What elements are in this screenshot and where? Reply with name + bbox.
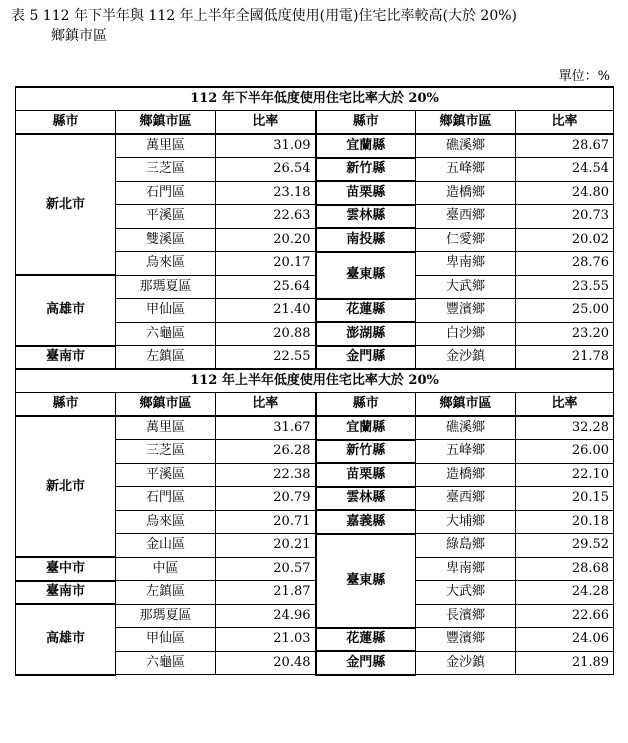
district-name: 臺西鄉 [416,205,516,229]
rate-value: 23.55 [516,275,614,299]
rate-value: 24.80 [516,181,614,205]
table-caption: 表 5 112 年下半年與 112 年上半年全國低度使用(用電)住宅比率較高(大於 20%) [11,8,518,24]
county-name: 花蓮縣 [316,628,416,652]
district-name: 大埔鄉 [416,510,516,534]
rate-value: 31.09 [216,134,316,158]
district-name: 平溪區 [116,463,216,487]
county-name: 臺東縣 [316,534,416,628]
district-name: 金沙鎮 [416,346,516,370]
rate-value: 22.38 [216,463,316,487]
district-name: 左鎮區 [116,346,216,370]
rate-value: 21.78 [516,346,614,370]
county-name: 新北市 [16,134,116,275]
county-name: 宜蘭縣 [316,134,416,158]
district-name: 烏來區 [116,252,216,276]
column-header: 縣市 [316,393,416,417]
section-title: 112 年下半年低度使用住宅比率大於 20% [16,87,614,111]
rate-value: 20.21 [216,534,316,558]
district-name: 仁愛鄉 [416,228,516,252]
district-name: 萬里區 [116,134,216,158]
rate-value: 20.17 [216,252,316,276]
rate-value: 20.71 [216,510,316,534]
column-header: 鄉鎮市區 [416,111,516,135]
rate-value: 20.02 [516,228,614,252]
rate-value: 26.54 [216,158,316,182]
county-name: 澎湖縣 [316,322,416,346]
rate-value: 20.73 [516,205,614,229]
district-name: 長濱鄉 [416,604,516,628]
table-row [16,416,614,440]
low-usage-housing-table [15,86,614,676]
column-header: 鄉鎮市區 [116,111,216,135]
table-row [16,581,614,605]
county-name: 嘉義縣 [316,510,416,534]
rate-value: 20.20 [216,228,316,252]
district-name: 造橋鄉 [416,181,516,205]
column-header: 比率 [216,111,316,135]
district-name: 礁溪鄉 [416,416,516,440]
district-name: 白沙鄉 [416,322,516,346]
column-header: 比率 [516,393,614,417]
district-name: 大武鄉 [416,275,516,299]
county-name: 花蓮縣 [316,299,416,323]
rate-value: 21.03 [216,628,316,652]
rate-value: 20.88 [216,322,316,346]
district-name: 卑南鄉 [416,557,516,581]
county-name: 宜蘭縣 [316,416,416,440]
rate-value: 26.00 [516,440,614,464]
county-name: 新北市 [16,416,116,557]
rate-value: 24.96 [216,604,316,628]
table-caption-line2: 鄉鎮市區 [51,28,107,44]
district-name: 六龜區 [116,651,216,675]
county-name: 臺南市 [16,581,116,605]
district-name: 那瑪夏區 [116,604,216,628]
column-header: 鄉鎮市區 [416,393,516,417]
rate-value: 31.67 [216,416,316,440]
district-name: 甲仙區 [116,628,216,652]
unit-label: 單位：% [558,69,610,84]
county-name: 苗栗縣 [316,181,416,205]
rate-value: 21.87 [216,581,316,605]
county-name: 新竹縣 [316,158,416,182]
district-name: 那瑪夏區 [116,275,216,299]
district-name: 豐濱鄉 [416,299,516,323]
district-name: 萬里區 [116,416,216,440]
table-row [16,557,614,581]
rate-value: 22.63 [216,205,316,229]
column-header: 比率 [216,393,316,417]
table-row [16,275,614,299]
rate-value: 20.48 [216,651,316,675]
district-name: 三芝區 [116,158,216,182]
rate-value: 21.89 [516,651,614,675]
rate-value: 26.28 [216,440,316,464]
district-name: 卑南鄉 [416,252,516,276]
district-name: 三芝區 [116,440,216,464]
table-row [16,134,614,158]
rate-value: 28.76 [516,252,614,276]
rate-value: 24.28 [516,581,614,605]
table-row [16,604,614,628]
rate-value: 20.15 [516,487,614,511]
district-name: 臺西鄉 [416,487,516,511]
district-name: 石門區 [116,181,216,205]
rate-value: 23.20 [516,322,614,346]
district-name: 烏來區 [116,510,216,534]
column-header: 比率 [516,111,614,135]
county-name: 臺東縣 [316,252,416,299]
rate-value: 22.66 [516,604,614,628]
district-name: 平溪區 [116,205,216,229]
rate-value: 28.67 [516,134,614,158]
district-name: 豐濱鄉 [416,628,516,652]
county-name: 雲林縣 [316,205,416,229]
rate-value: 20.18 [516,510,614,534]
rate-value: 25.00 [516,299,614,323]
district-name: 五峰鄉 [416,440,516,464]
county-name: 雲林縣 [316,487,416,511]
district-name: 金沙鎮 [416,651,516,675]
district-name: 左鎮區 [116,581,216,605]
county-name: 臺中市 [16,557,116,581]
county-name: 苗栗縣 [316,463,416,487]
district-name: 雙溪區 [116,228,216,252]
rate-value: 20.79 [216,487,316,511]
county-name: 金門縣 [316,346,416,370]
district-name: 甲仙區 [116,299,216,323]
county-name: 新竹縣 [316,440,416,464]
district-name: 石門區 [116,487,216,511]
rate-value: 24.54 [516,158,614,182]
rate-value: 24.06 [516,628,614,652]
rate-value: 23.18 [216,181,316,205]
column-header: 縣市 [16,111,116,135]
column-header: 縣市 [316,111,416,135]
rate-value: 25.64 [216,275,316,299]
district-name: 五峰鄉 [416,158,516,182]
rate-value: 32.28 [516,416,614,440]
rate-value: 28.68 [516,557,614,581]
district-name: 礁溪鄉 [416,134,516,158]
county-name: 臺南市 [16,346,116,370]
county-name: 高雄市 [16,275,116,346]
county-name: 南投縣 [316,228,416,252]
district-name: 金山區 [116,534,216,558]
rate-value: 20.57 [216,557,316,581]
table-row [16,346,614,370]
column-header: 縣市 [16,393,116,417]
county-name: 金門縣 [316,651,416,675]
rate-value: 29.52 [516,534,614,558]
district-name: 中區 [116,557,216,581]
column-header: 鄉鎮市區 [116,393,216,417]
county-name: 高雄市 [16,604,116,675]
district-name: 六龜區 [116,322,216,346]
rate-value: 21.40 [216,299,316,323]
district-name: 大武鄉 [416,581,516,605]
district-name: 綠島鄉 [416,534,516,558]
rate-value: 22.10 [516,463,614,487]
section-title: 112 年上半年低度使用住宅比率大於 20% [16,369,614,393]
rate-value: 22.55 [216,346,316,370]
district-name: 造橋鄉 [416,463,516,487]
